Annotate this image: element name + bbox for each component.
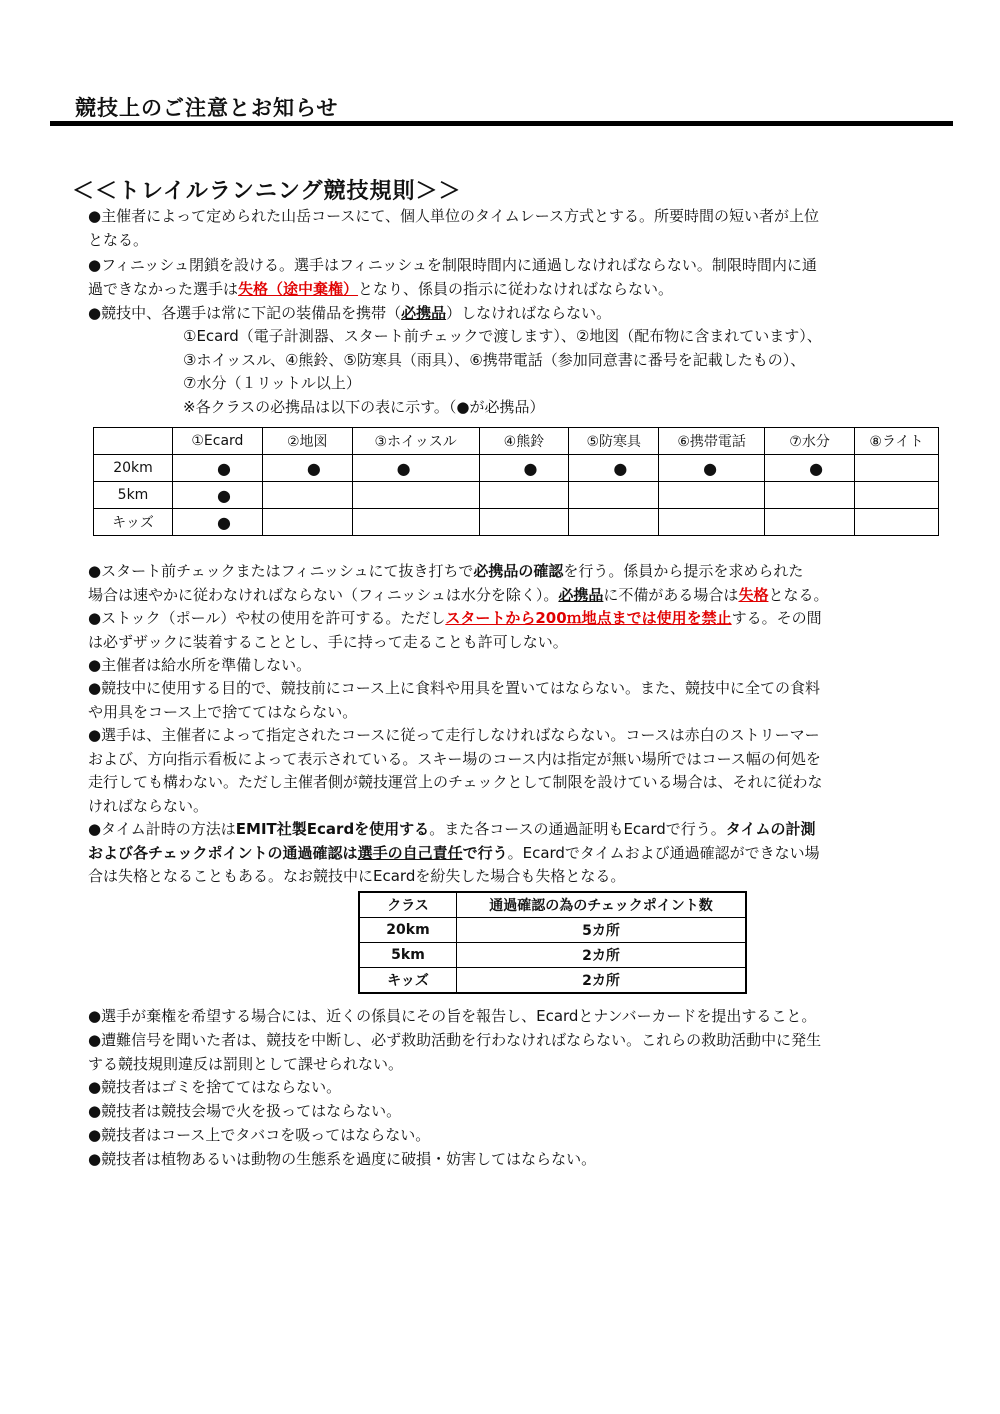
rule-9-self-responsibility-emphasis: 選手の自己責任 [357,843,463,862]
table-cell: ● [479,455,569,482]
checkpoint-table [358,891,747,994]
checkpoint-header-count: 通過確認の為のチェックポイント数 [457,892,747,918]
rule-4-text-a: ●スタート前チェックまたはフィニッシュにて抜き打ちで [88,562,474,580]
rule-5-prohibit-emphasis: スタートから200ｍ地点までは使用を禁止 [445,609,732,627]
page-title: 競技上のご注意とお知らせ [75,96,339,120]
rule-9-line-2 [88,842,950,866]
rule-5-text-a: ●ストック（ポール）や杖の使用を許可する。ただし [88,609,446,627]
table-cell: ● [173,455,263,482]
table-cell: ● [173,509,263,536]
table-cell: 2カ所 [457,943,747,968]
rule-4-disqualify-emphasis: 失格 [738,585,769,604]
rule-8-line-3: 走行しても構わない。ただし主催者側が競技運営上のチェックとして制限を設けている場合は、それに従わな [88,773,823,791]
table-cell [854,482,938,509]
items-header-water: ⑦水分 [765,428,855,455]
rule-4-text-c: を行う。係員から提示を求められた [563,562,804,580]
table-cell [352,509,479,536]
rule-4-line-1 [88,560,950,584]
rule-9-text-a: ●タイム計時の方法は [88,820,236,838]
rule-2-text-a: 過できなかった選手は [88,279,239,298]
rule-3-text-a: ●競技中、各選手は常に下記の装備品を携帯（ [88,304,402,322]
table-cell [262,509,352,536]
items-header-light: ⑧ライト [854,428,938,455]
table-cell [659,482,765,509]
rule-10: ●選手が棄権を希望する場合には、近くの係員にその旨を報告し、Ecardとナンバーカードを提出すること。 [88,1007,817,1025]
rule-4-text-d: 場合は速やかに従わなければならない（フィニッシュは水分を除く）。 [88,585,559,604]
rule-7-line-1: ●競技中に使用する目的で、競技前にコース上に食料や用具を置いてはならない。また、競技中に全ての食料 [88,679,821,697]
table-cell [854,455,938,482]
rule-11-line-2: する競技規則違反は罰則として課せられない。 [88,1054,404,1073]
table-cell [659,509,765,536]
rule-9-timing-emphasis: タイムの計測 [725,820,816,838]
rule-5-line-2: は必ずザックに装着することとし、手に持って走ることも許可しない。 [88,632,568,651]
rule-3-sub-4: ※各クラスの必携品は以下の表に示す。（●が必携品） [183,398,545,416]
row-label-5km: 5km [94,482,173,509]
rule-4-check-emphasis: 必携品の確認 [473,562,564,580]
rule-3-sub-1: ①Ecard（電子計測器、スタート前チェックで渡します）、②地図（配布物に含まれています）、 [183,327,822,345]
section-title: ＜＜トレイルランニング競技規則＞＞ [72,179,462,204]
table-cell: ● [569,455,659,482]
rule-4-required-emphasis: 必携品 [558,585,604,604]
rule-12: ●競技者はゴミを捨ててはならない。 [88,1078,342,1096]
table-cell: 5km [359,943,457,968]
rule-5 [88,607,950,654]
items-header-blank [94,428,173,455]
table-cell: 5カ所 [457,918,747,943]
rule-9-ecard-emphasis: EMIT社製Ecardを使用する [235,820,430,838]
rule-9-text-c: 。また各コースの通過証明もEcardで行う。 [429,820,726,838]
table-cell [569,509,659,536]
rule-2-line-1: ●フィニッシュ閉鎖を設ける。選手はフィニッシュを制限時間内に通過しなければならない。制限時間内に通 [88,256,817,274]
table-cell: ● [765,455,855,482]
row-label-20km: 20km [94,455,173,482]
checkpoint-header-class: クラス [359,892,457,918]
rule-4-text-f: となる。 [768,585,829,604]
rule-7 [88,677,950,724]
rule-5-line-1 [88,607,950,631]
table-cell [479,482,569,509]
items-header-whistle: ③ホイッスル [352,428,479,455]
table-cell: ● [262,455,352,482]
rule-14: ●競技者はコース上でタバコを吸ってはならない。 [88,1126,431,1144]
items-header-ecard: ①Ecard [173,428,263,455]
table-row [359,918,746,943]
row-label-kids: キッズ [94,509,173,536]
rule-1 [88,205,950,252]
items-header-cold-gear: ⑤防寒具 [569,428,659,455]
rule-15: ●競技者は植物あるいは動物の生態系を過度に破損・妨害してはならない。 [88,1150,597,1168]
rule-8 [88,724,950,818]
rule-11-line-1: ●遭難信号を聞いた者は、競技を中断し、必ず救助活動を行わなければならない。これらの救助活動中に発生 [88,1031,822,1049]
rule-4-line-2 [88,584,950,608]
items-header-phone: ⑥携帯電話 [659,428,765,455]
table-row [94,482,939,509]
table-cell: ● [659,455,765,482]
table-cell [765,509,855,536]
table-cell [352,482,479,509]
rule-1-line-2: となる。 [88,230,149,249]
rule-8-line-2: および、方向指示看板によって表示されている。スキー場のコース内は指定が無い場所ではコース幅の何処を [88,749,821,768]
checkpoint-table-header [359,892,746,918]
table-cell [262,482,352,509]
rule-2 [88,254,950,301]
rule-8-line-4: ければならない。 [88,796,209,815]
rule-9-checkpoint-emphasis: および各チェックポイントの通過確認は [88,843,358,862]
table-row [359,943,746,968]
table-cell: ● [352,455,479,482]
title-divider [50,121,953,126]
rule-9 [88,818,950,889]
rule-9-line-3: 合は失格となることもある。なお競技中にEcardを紛失した場合も失格となる。 [88,867,626,885]
rule-9-line-1 [88,818,950,842]
rule-3 [88,302,950,326]
table-cell: ● [173,482,263,509]
rule-4 [88,560,950,607]
items-header-map: ②地図 [262,428,352,455]
rule-6: ●主催者は給水所を準備しない。 [88,656,312,674]
rule-7-line-2: や用具をコース上で捨ててはならない。 [88,702,358,721]
rule-3-sub-3: ⑦水分（１リットル以上） [183,374,361,392]
table-cell [569,482,659,509]
rule-4-text-e: に不備がある場合は [603,585,739,604]
rule-3-sub-2: ③ホイッスル、④熊鈴、⑤防寒具（雨具）、⑥携帯電話（参加同意書に番号を記載したもの）、 [183,351,806,369]
items-table-header [94,428,939,455]
rule-3-required-emphasis: 必携品 [401,304,447,322]
rule-2-disqualify-emphasis: 失格（途中棄権） [238,279,359,298]
rule-9-do-emphasis: で行う [462,843,508,862]
table-cell: キッズ [359,968,457,994]
rule-2-line-2 [88,278,950,302]
table-cell [479,509,569,536]
rule-8-line-1: ●選手は、主催者によって指定されたコースに従って走行しなければならない。コースは赤白のストリーマー [88,726,820,744]
required-items-table [93,427,939,536]
table-row [359,968,746,994]
rule-5-text-c: する。その間 [731,609,822,627]
rule-13: ●競技者は競技会場で火を扱ってはならない。 [88,1102,402,1120]
table-row [94,455,939,482]
table-row [94,509,939,536]
table-cell [854,509,938,536]
table-cell: 20km [359,918,457,943]
rule-3-text-c: ）しなければならない。 [446,304,612,322]
rule-11 [88,1029,950,1076]
items-header-bear-bell: ④熊鈴 [479,428,569,455]
rule-9-text-d: 。Ecardでタイムおよび通過確認ができない場 [507,843,820,862]
rule-2-text-c: となり、係員の指示に従わなければならない。 [358,279,674,298]
table-cell [765,482,855,509]
table-cell: 2カ所 [457,968,747,994]
rule-1-line-1: ●主催者によって定められた山岳コースにて、個人単位のタイムレース方式とする。所要時間の短い者が上位 [88,207,819,225]
